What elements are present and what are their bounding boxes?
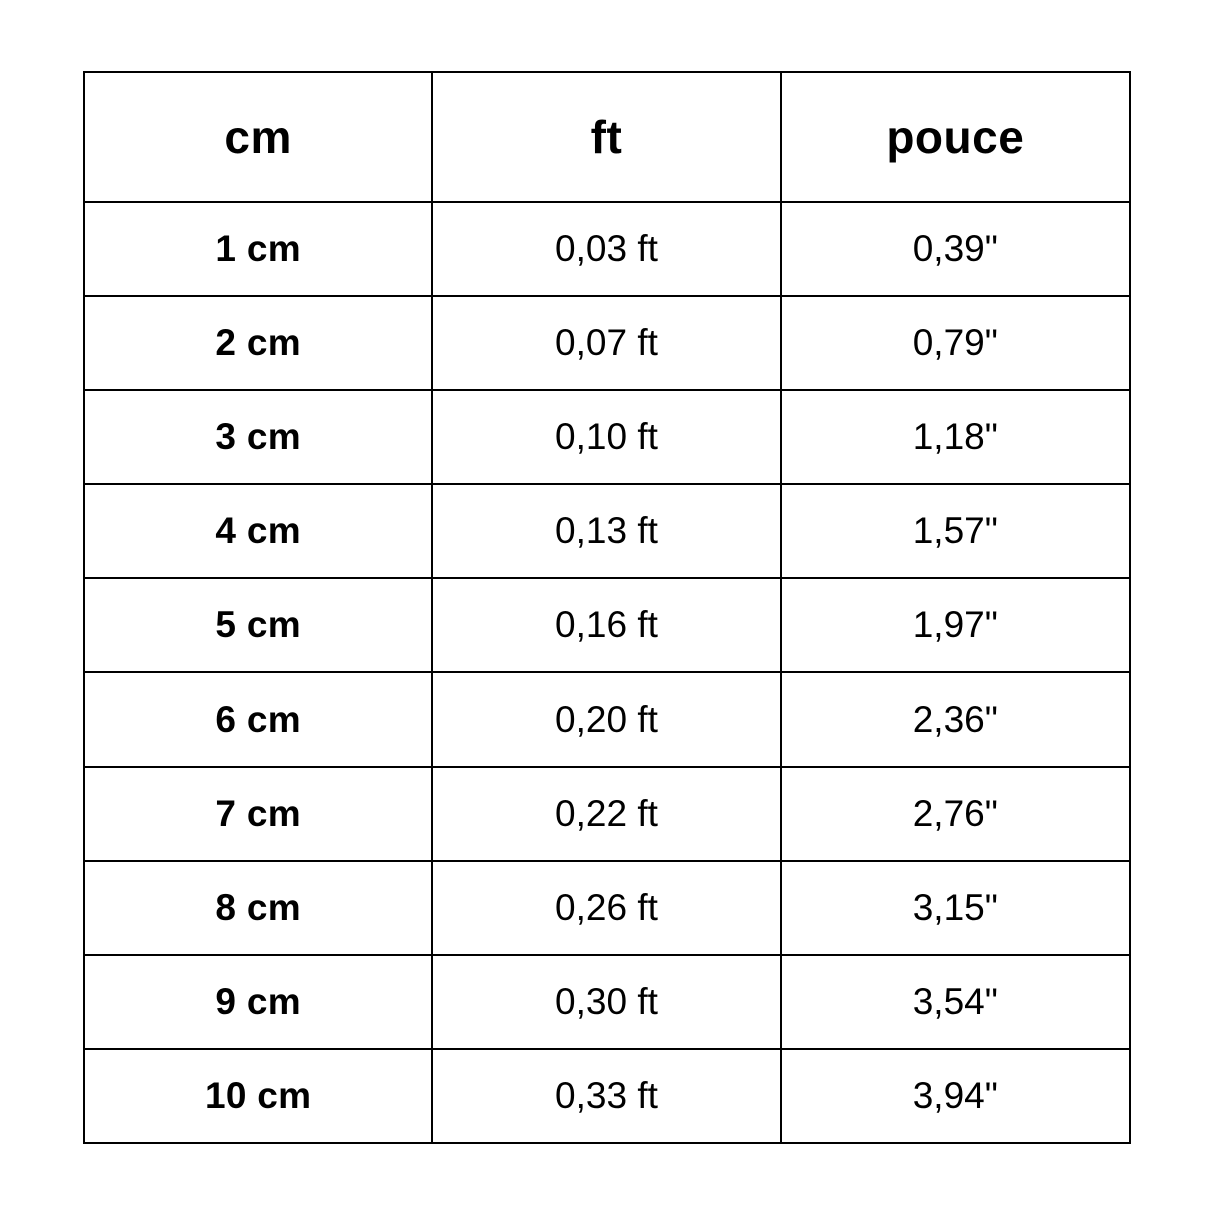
cell-cm: 6 cm (84, 672, 432, 766)
cell-cm: 4 cm (84, 484, 432, 578)
cell-ft: 0,03 ft (432, 202, 780, 296)
table-row (84, 861, 1130, 955)
table-row (84, 578, 1130, 672)
table-row (84, 296, 1130, 390)
cell-pouce: 2,76" (781, 767, 1130, 861)
column-header-pouce: pouce (781, 72, 1130, 202)
table-row (84, 767, 1130, 861)
cell-pouce: 1,97" (781, 578, 1130, 672)
cell-ft: 0,07 ft (432, 296, 780, 390)
cell-ft: 0,30 ft (432, 955, 780, 1049)
table-body (84, 202, 1130, 1143)
cell-cm: 5 cm (84, 578, 432, 672)
table-row (84, 390, 1130, 484)
table-container (83, 71, 1131, 1144)
cell-pouce: 1,57" (781, 484, 1130, 578)
cell-ft: 0,26 ft (432, 861, 780, 955)
cell-ft: 0,20 ft (432, 672, 780, 766)
cell-pouce: 0,39" (781, 202, 1130, 296)
cell-pouce: 3,94" (781, 1049, 1130, 1143)
cell-ft: 0,13 ft (432, 484, 780, 578)
cell-cm: 7 cm (84, 767, 432, 861)
cell-cm: 9 cm (84, 955, 432, 1049)
table-row (84, 955, 1130, 1049)
cell-ft: 0,10 ft (432, 390, 780, 484)
cell-ft: 0,16 ft (432, 578, 780, 672)
cell-ft: 0,22 ft (432, 767, 780, 861)
cm-to-ft-inch-conversion-table (83, 71, 1131, 1144)
table-row (84, 484, 1130, 578)
table-header (84, 72, 1130, 202)
column-header-ft: ft (432, 72, 780, 202)
cell-pouce: 0,79" (781, 296, 1130, 390)
cell-pouce: 3,54" (781, 955, 1130, 1049)
table-row (84, 672, 1130, 766)
cell-cm: 3 cm (84, 390, 432, 484)
cell-ft: 0,33 ft (432, 1049, 780, 1143)
table-row (84, 1049, 1130, 1143)
table-header-row (84, 72, 1130, 202)
table-row (84, 202, 1130, 296)
cell-pouce: 3,15" (781, 861, 1130, 955)
cell-pouce: 1,18" (781, 390, 1130, 484)
cell-cm: 2 cm (84, 296, 432, 390)
cell-pouce: 2,36" (781, 672, 1130, 766)
cell-cm: 10 cm (84, 1049, 432, 1143)
cell-cm: 1 cm (84, 202, 432, 296)
cell-cm: 8 cm (84, 861, 432, 955)
column-header-cm: cm (84, 72, 432, 202)
